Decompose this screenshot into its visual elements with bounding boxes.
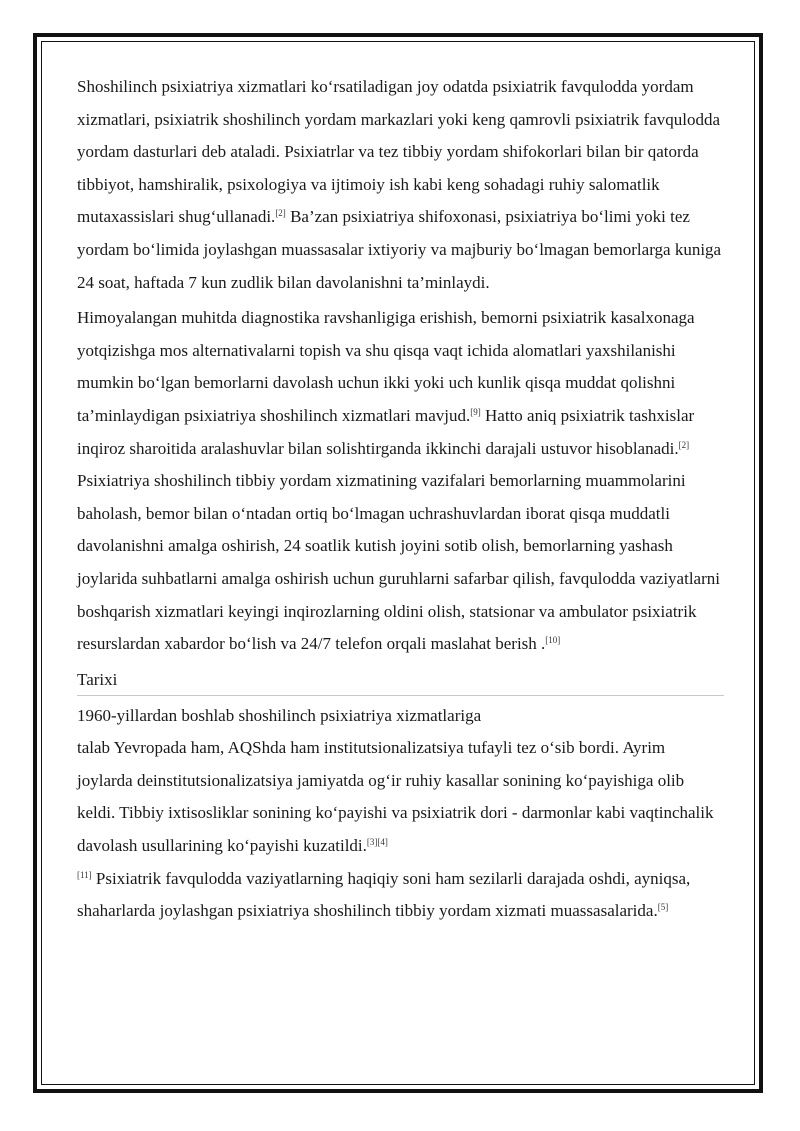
citation-10[interactable]: [10]	[545, 635, 561, 646]
paragraph-2-text-a: Himoyalangan muhitda diagnostika ravshanligiga erishish, bemorni psixiatrik kasalxonaga yotqizishga mos alternativalarni topish va shu qisqa vaqt ichida alomatlari yaxshilanishi mumkin bo‘lgan bemorlarni davolash uchun ikki yoki uch kunlik qisqa muddat qolishni ta’minlaydigan psixiatriya shoshilinch xizmatlari mavjud.	[77, 308, 695, 425]
paragraph-2-text-b: Hatto aniq psixiatrik tashxislar inqiroz sharoitida aralashuvlar bilan solishtirganda ikkinchi darajali ustuvor hisoblanadi.	[77, 405, 695, 458]
paragraph-2	[77, 302, 724, 661]
paragraph-2-text-c: Psixiatriya shoshilinch tibbiy yordam xizmatining vazifalari bemorlarning muammolarini baholash, bemor bilan o‘ntadan ortiq bo‘lmagan uchrashuvlardan iborat qisqa muddatli davolanishni amalga oshirish, 24 soatlik kutish joyini sotib olish, bemorlarning yashash joylarida suhbatlarni amalga oshirish uchun guruhlarni safarbar qilish, favqulodda vaziyatlarni boshqarish xizmatlari keyingi inqirozlarning oldini olish, statsionar va ambulator psixiatrik resurslardan xabardor bo‘lish va 24/7 telefon orqali maslahat berish .	[77, 471, 720, 654]
citation-2[interactable]: [2]	[275, 208, 286, 219]
citation-3-4[interactable]: [3][4]	[366, 837, 388, 848]
document-body	[77, 71, 724, 931]
paragraph-1-text-a: Shoshilinch psixiatriya xizmatlari ko‘rsatiladigan joy odatda psixiatrik favqulodda yordam xizmatlari, psixiatrik shoshilinch yordam markazlari yoki keng qamrovli psixiatrik favqulodda yordam dasturlari deb ataladi. Psixiatrlar va tez tibbiy yordam shifokorlari bilan bir qatorda tibbiyot, hamshiralik, psixologiya va ijtimoiy ish kabi keng sohadagi ruhiy salomatlik mutaxassislari shug‘ullanadi.	[77, 77, 721, 227]
citation-5[interactable]: [5]	[657, 902, 669, 913]
citation-11[interactable]: [11]	[77, 869, 92, 880]
paragraph-3-line-1: 1960-yillardan boshlab shoshilinch psixiatriya xizmatlariga	[77, 705, 482, 725]
paragraph-1-text-b: Ba’zan psixiatriya shifoxonasi, psixiatriya bo‘limi yoki tez yordam bo‘limida joylashgan muassasalar ixtiyoriy va majburiy bo‘lmagan bemorlarga kuniga 24 soat, haftada 7 kun zudlik bilan davolanishni ta’minlaydi.	[77, 207, 722, 292]
section-heading-tarixi	[77, 665, 724, 696]
citation-9[interactable]: [9]	[470, 406, 481, 417]
citation-2b[interactable]: [2]	[678, 439, 690, 450]
paragraph-3-text-a: talab Yevropada ham, AQShda ham institutsionalizatsiya tufayli tez o‘sib bordi. Ayrim joylarda deinstitutsionalizatsiya jamiyatda og‘ir ruhiy kasallar sonining ko‘payishiga olib keldi. Tibbiy ixtisosliklar sonining ko‘payishi va psixiatrik dori - darmonlar kabi vaqtinchalik davolash usullarining ko‘payishi kuzatildi.	[77, 738, 714, 856]
paragraph-1	[77, 71, 724, 299]
section-heading-text: Tarixi	[77, 669, 118, 689]
paragraph-3-text-b: Psixiatrik favqulodda vaziyatlarning haqiqiy soni ham sezilarli darajada oshdi, ayniqsa, shaharlarda joylashgan psixiatriya shoshilinch tibbiy yordam xizmati muassasalarida.	[77, 868, 691, 921]
paragraph-3	[77, 700, 724, 928]
